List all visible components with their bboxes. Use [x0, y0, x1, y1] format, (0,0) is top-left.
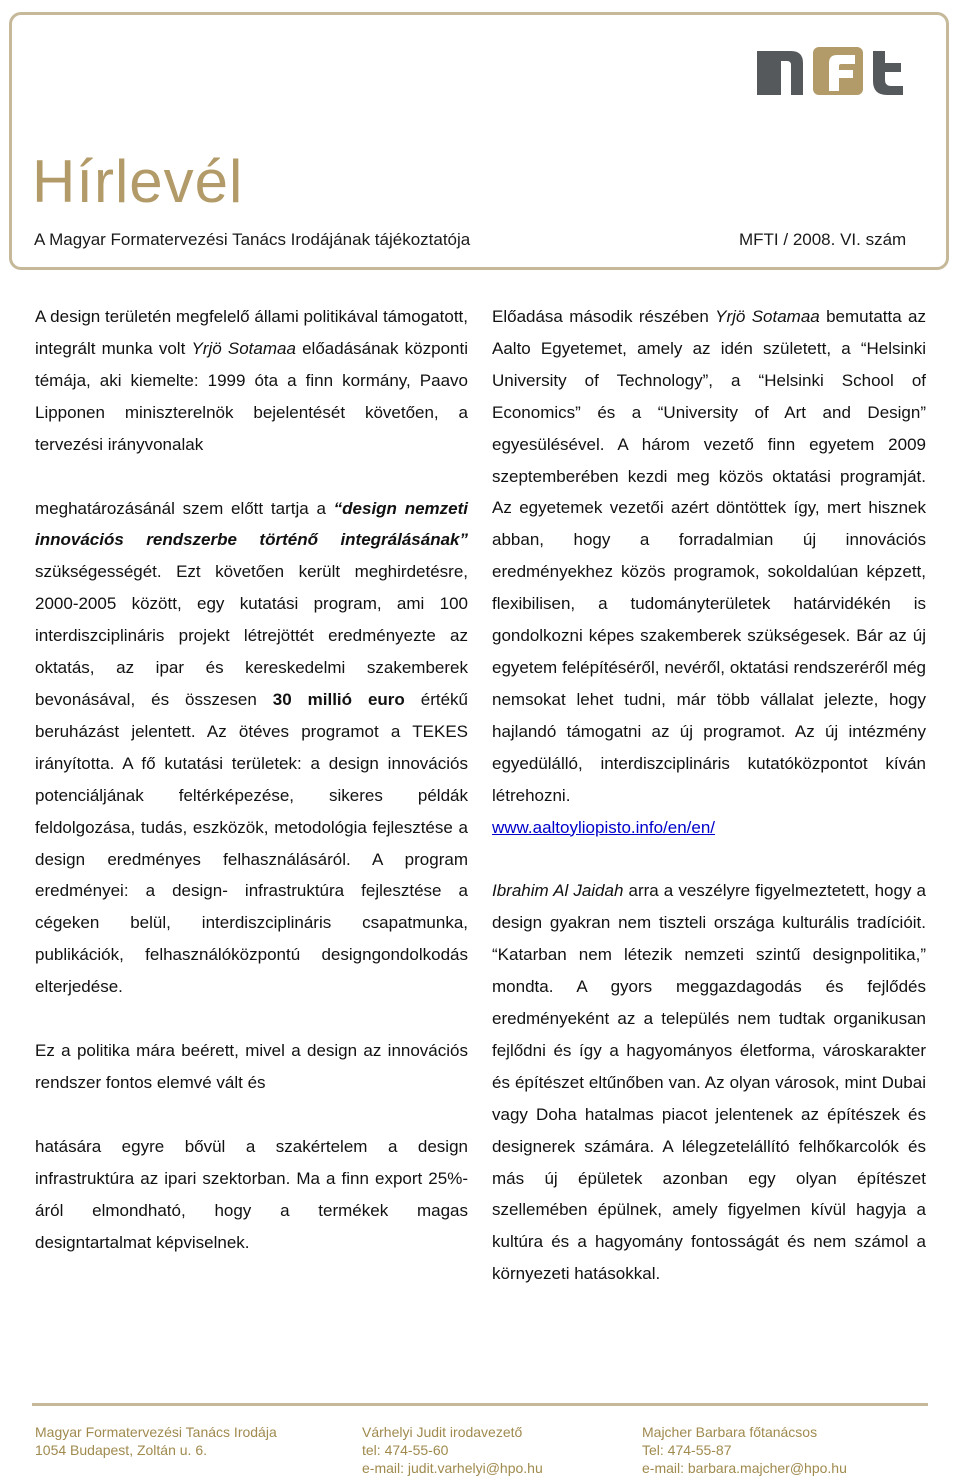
footer-office	[35, 1423, 277, 1459]
footer-contact-2-phone: Tel: 474-55-87	[642, 1442, 732, 1458]
left-column	[35, 301, 468, 1258]
footer-contact-1-email[interactable]: e-mail: judit.varhelyi@hpo.hu	[362, 1460, 543, 1476]
footer-office-address: 1054 Budapest, Zoltán u. 6.	[35, 1442, 208, 1458]
left-paragraph-2: meghatározásánál szem előtt tartja a “design nemzeti innovációs rendszerbe történő integrálásának” szükségességét. Ezt követően került meghirdetésre, 2000-2005 között, egy kutatási program, ami 100 interdiszciplináris projekt létrejöttét eredményezte az oktatás, az ipar és kereskedelmi szakemberek bevonásával, és összesen 30 millió euro értékű beruházást jelentett. Az ötéves programot a TEKES irányította. A fő kutatási területek: a design innovációs potenciáljának feltérképezése, sikeres példák feldolgozása, tudás, eszközök, metodológia fejlesztése a design eredményes felhasználásáról. A program eredményei: a design- infrastruktúra fejlesztése a cégeken belül, interdiszciplináris csapatmunka, publikációk, felhasználóközpontú designgondolkodás elterjedése.	[35, 498, 468, 997]
aalto-link[interactable]: www.aaltoyliopisto.info/en/en/	[492, 817, 716, 837]
mft-logo	[755, 45, 923, 97]
right-paragraph-1: Előadása második részében Yrjö Sotamaa bemutatta az Aalto Egyetemet, amely az idén született, a “Helsinki University of Technology”, a “Helsinki School of Economics” és a “University of Art and Design” egyesülésével. A három vezető finn egyetem 2009 szeptemberében kezdi meg közös oktatási programját. Az egyetemek vezetői azért döntöttek így, mert hisznek abban, hogy a forradalmian új innovációs eredményekhez közös programok, sokoldalúan képzett, flexibilisen, a tudományterületek határvidékén is gondolkozni képes szakemberek szükségesek. Bár az új egyetem felépítéséről, nevéről, oktatási rendszeréről még nemsokat lehet tudni, már több vállalat jelezte, hogy hajlandó támogatni az új programot. Az új intézmény egyedülálló, interdiszciplináris kutatóközpontot kíván létrehozni.	[492, 307, 926, 805]
newsletter-title: Hírlevél	[32, 148, 244, 215]
aalto-link-paragraph	[492, 812, 926, 844]
logo-text: MFT	[755, 45, 758, 46]
footer-office-name: Magyar Formatervezési Tanács Irodája	[35, 1424, 277, 1440]
left-paragraph-1: A design területén megfelelő állami politikával támogatott, integrált munka volt Yrjö Sotamaa előadásának központi témája, aki kiemelte: 1999 óta a finn kormány, Paavo Lipponen miniszterelnök bejelentését követően, a tervezési irányvonalak	[35, 307, 468, 454]
footer-contact-2	[642, 1423, 847, 1477]
footer-contact-1-name: Várhelyi Judit irodavezető	[362, 1424, 523, 1440]
left-paragraph-3: Ez a politika mára beérett, mivel a design az innovációs rendszer fontos elemvé vált és	[35, 1041, 468, 1092]
right-column	[492, 301, 926, 1290]
right-paragraph-2: Ibrahim Al Jaidah arra a veszélyre figyelmeztetett, hogy a design gyakran nem tiszteli országa kulturális tradícióit. “Katarban nem létezik nemzeti szintű designpolitika,” mondta. A gyors meggazdagodás és fejlődés eredményeként az a település nem tudtak organikusan fejlődni és így a hagyományos életforma, városkarakter és építészet eltűnőben van. Az olyan városok, mint Dubai vagy Doha hatalmas piacot jelentenek az építészek és designerek számára. A lélegzetelállító felhőkarcolók és más új épületek azonban egy olyan építészet szellemében épülnek, amely figyelmen kívül hagyja a kultúra és a hagyomány fontosságát és nem számol a környezeti hatásokkal.	[492, 881, 926, 1284]
footer-contact-2-email[interactable]: e-mail: barbara.majcher@hpo.hu	[642, 1460, 847, 1476]
footer-contact-2-name: Majcher Barbara főtanácsos	[642, 1424, 818, 1440]
left-paragraph-4: hatására egyre bővül a szakértelem a design infrastruktúra az ipari szektorban. Ma a finn export 25%-áról elmondható, hogy a termékek magas designtartalmat képviselnek.	[35, 1136, 468, 1252]
footer-contact-1-phone: tel: 474-55-60	[362, 1442, 449, 1458]
footer-divider	[32, 1403, 928, 1406]
newsletter-subtitle: A Magyar Formatervezési Tanács Irodájának tájékoztatója	[34, 230, 471, 249]
issue-number: MFTI / 2008. VI. szám	[739, 230, 907, 249]
footer-contact-1	[362, 1423, 543, 1477]
